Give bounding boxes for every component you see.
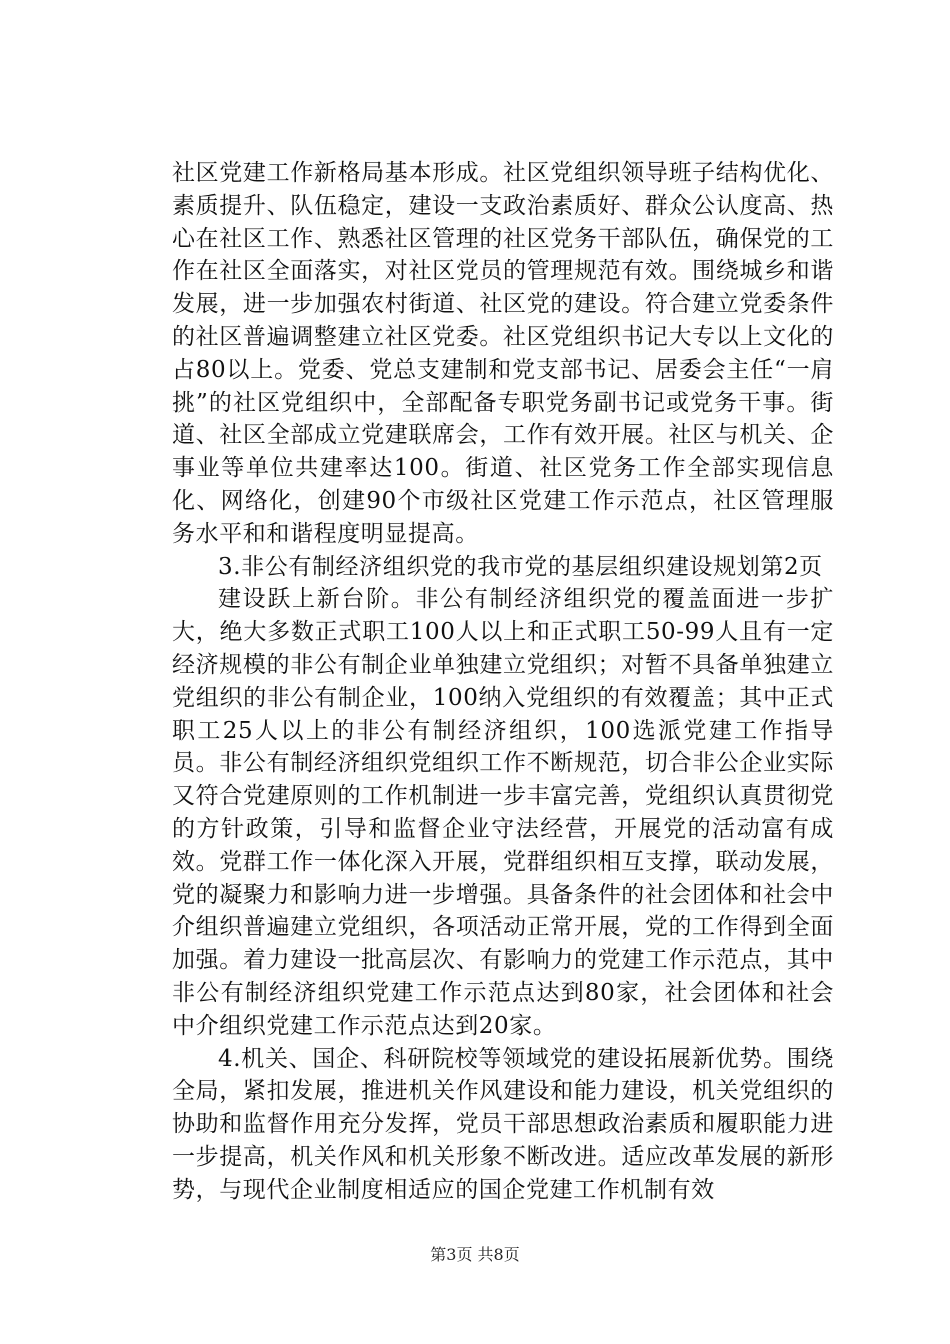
paragraph-section-3-heading: 3.非公有制经济组织党的我市党的基层组织建设规划第2页 bbox=[218, 553, 823, 580]
paragraph-non-public-economy: 建设跃上新台阶。非公有制经济组织党的覆盖面进一步扩大，绝大多数正式职工100人以上和正式职工50-99人且有一定经济规模的非公有制企业单独建立党组织；对暂不具备单独建立党组织的非公有制企业，100纳入党组织的有效覆盖；其中正式职工25人以上的非公有制经济组织，100选派党建工作指导员。非公有制经济组织党组织工作不断规范，切合非公企业实际又符合党建原则的工作机制进一步丰富完善，党组织认真贯彻党的方针政策，引导和监督企业守法经营，开展党的活动富有成效。党群工作一体化深入开展，党群组织相互支撑，联动发展，党的凝聚力和影响力进一步增强。具备条件的社会团体和社会中介组织普遍建立党组织，各项活动正常开展，党的工作得到全面加强。着力建设一批高层次、有影响力的党建工作示范点，其中非公有制经济组织党建工作示范点达到80家，社会团体和社会中介组织党建工作示范点达到20家。 bbox=[172, 586, 834, 1039]
page-body bbox=[172, 157, 834, 1207]
paragraph-community-party-building: 社区党建工作新格局基本形成。社区党组织领导班子结构优化、素质提升、队伍稳定，建设一支政治素质好、群众公认度高、热心在社区工作、熟悉社区管理的社区党务干部队伍，确保党的工作在社区全面落实，对社区党员的管理规范有效。围绕城乡和谐发展，进一步加强农村街道、社区党的建设。符合建立党委条件的社区普遍调整建立社区党委。社区党组织书记大专以上文化的占80以上。党委、党总支建制和党支部书记、居委会主任“一肩挑”的社区党组织中，全部配备专职党务副书记或党务干事。街道、社区全部成立党建联席会，工作有效开展。社区与机关、企事业等单位共建率达100。街道、社区党务工作全部实现信息化、网络化，创建90个市级社区党建工作示范点，社区管理服务水平和和谐程度明显提高。 bbox=[172, 160, 834, 547]
paragraph-section-4-organs: 4.机关、国企、科研院校等领域党的建设拓展新优势。围绕全局，紧扣发展，推进机关作风建设和能力建设，机关党组织的协助和监督作用充分发挥，党员干部思想政治素质和履职能力进一步提高，机关作风和机关形象不断改进。适应改革发展的新形势，与现代企业制度相适应的国企党建工作机制有效 bbox=[172, 1045, 834, 1203]
page-footer: 第3页 共8页 bbox=[430, 1245, 520, 1264]
